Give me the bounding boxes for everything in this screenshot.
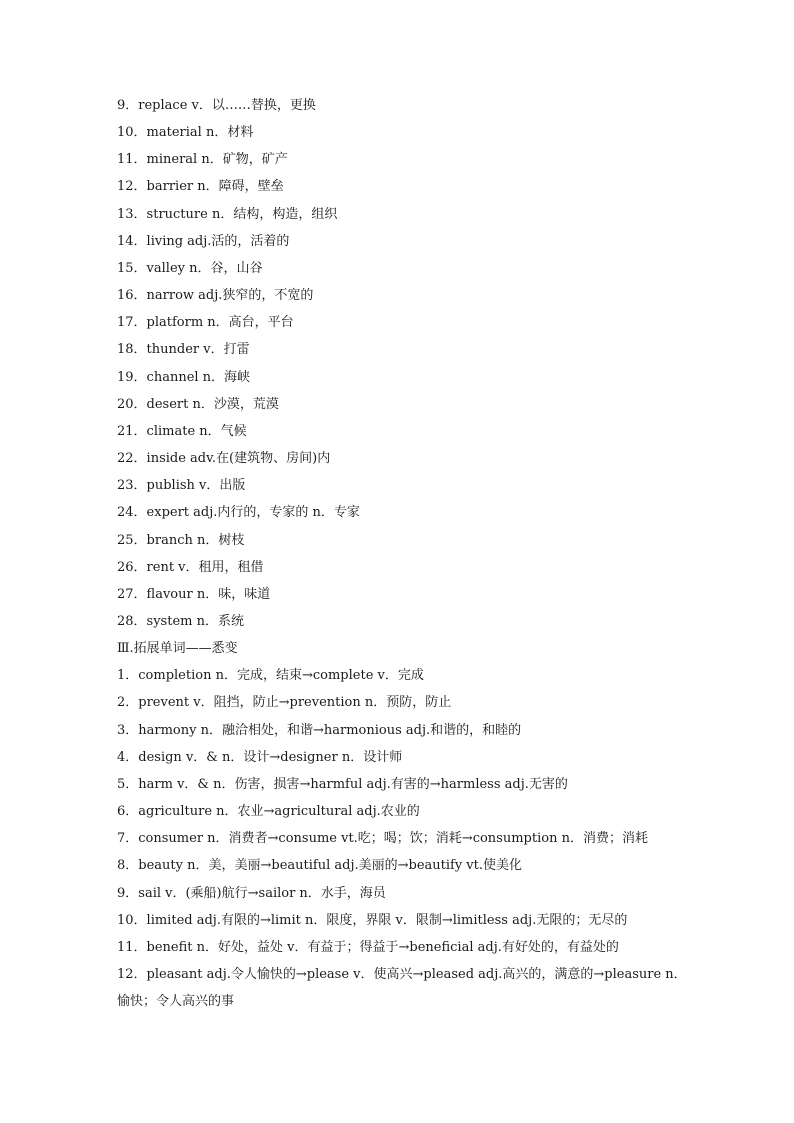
list-item: 23．publish v．出版 (117, 478, 246, 494)
list-item: 9．replace v．以……替换，更换 (117, 98, 316, 113)
list-item: 3．harmony n．融洽相处，和谐→harmonious adj.和谐的，和睦的 (117, 722, 522, 738)
list-item: 21．climate n．气候 (117, 423, 247, 439)
list-item: 20．desert n．沙漠，荒漠 (117, 396, 279, 412)
list-item: 8．beauty n．美，美丽→beautiful adj.美丽的→beautify vt.使美化 (117, 858, 523, 874)
list-item: 19．channel n．海峡 (117, 369, 251, 385)
list-item: 7．consumer n．消费者→consume vt.吃；喝；饮；消耗→consumption n．消费；消耗 (117, 831, 648, 847)
list-item: 25．branch n．树枝 (117, 532, 245, 548)
list-item: 17．platform n．高台，平台 (117, 315, 294, 331)
vocab-list (117, 92, 697, 635)
list-item: 18．thunder v．打雷 (117, 342, 250, 358)
list-item: 16．narrow adj.狭窄的，不宽的 (117, 288, 314, 304)
extension-list (117, 662, 697, 1015)
list-item: 26．rent v．租用，租借 (117, 559, 264, 575)
document-page (117, 92, 697, 1015)
list-item: 13．structure n．结构，构造，组织 (117, 206, 338, 222)
list-item: 27．flavour n．味，味道 (117, 586, 271, 602)
list-item: 12．barrier n．障碍，壁垒 (117, 179, 284, 195)
list-item: 9．sail v．(乘船)航行→sailor n．水手，海员 (117, 885, 386, 901)
list-item: 4．design v．& n．设计→designer n．设计师 (117, 749, 403, 765)
section-heading: Ⅲ.拓展单词——悉变 (117, 641, 238, 657)
list-item: 6．agriculture n．农业→agricultural adj.农业的 (117, 804, 420, 820)
list-item: 10．material n．材料 (117, 125, 254, 141)
list-item: 24．expert adj.内行的，专家的 n．专家 (117, 505, 360, 521)
list-item: 22．inside adv.在(建筑物、房间)内 (117, 451, 331, 467)
list-item: 2．prevent v．阻挡，防止→prevention n．预防，防止 (117, 695, 452, 711)
list-item: 1．completion n．完成，结束→complete v．完成 (117, 668, 424, 684)
list-item: 15．valley n．谷，山谷 (117, 260, 263, 276)
list-item: 28．system n．系统 (117, 613, 244, 629)
list-item: 5．harm v．& n．伤害，损害→harmful adj.有害的→harmless adj.无害的 (117, 776, 568, 792)
list-item: 12．pleasant adj.令人愉快的→please v．使高兴→pleased adj.高兴的，满意的→pleasure n．愉快；令人高兴的事 (117, 967, 687, 1010)
list-item: 11．benefit n．好处，益处 v．有益于；得益于→beneficial adj.有好处的，有益处的 (117, 939, 619, 955)
list-item: 14．living adj.活的，活着的 (117, 233, 290, 249)
list-item: 11．mineral n．矿物，矿产 (117, 152, 288, 168)
list-item: 10．limited adj.有限的→limit n．限度，界限 v．限制→limitless adj.无限的；无尽的 (117, 912, 628, 928)
